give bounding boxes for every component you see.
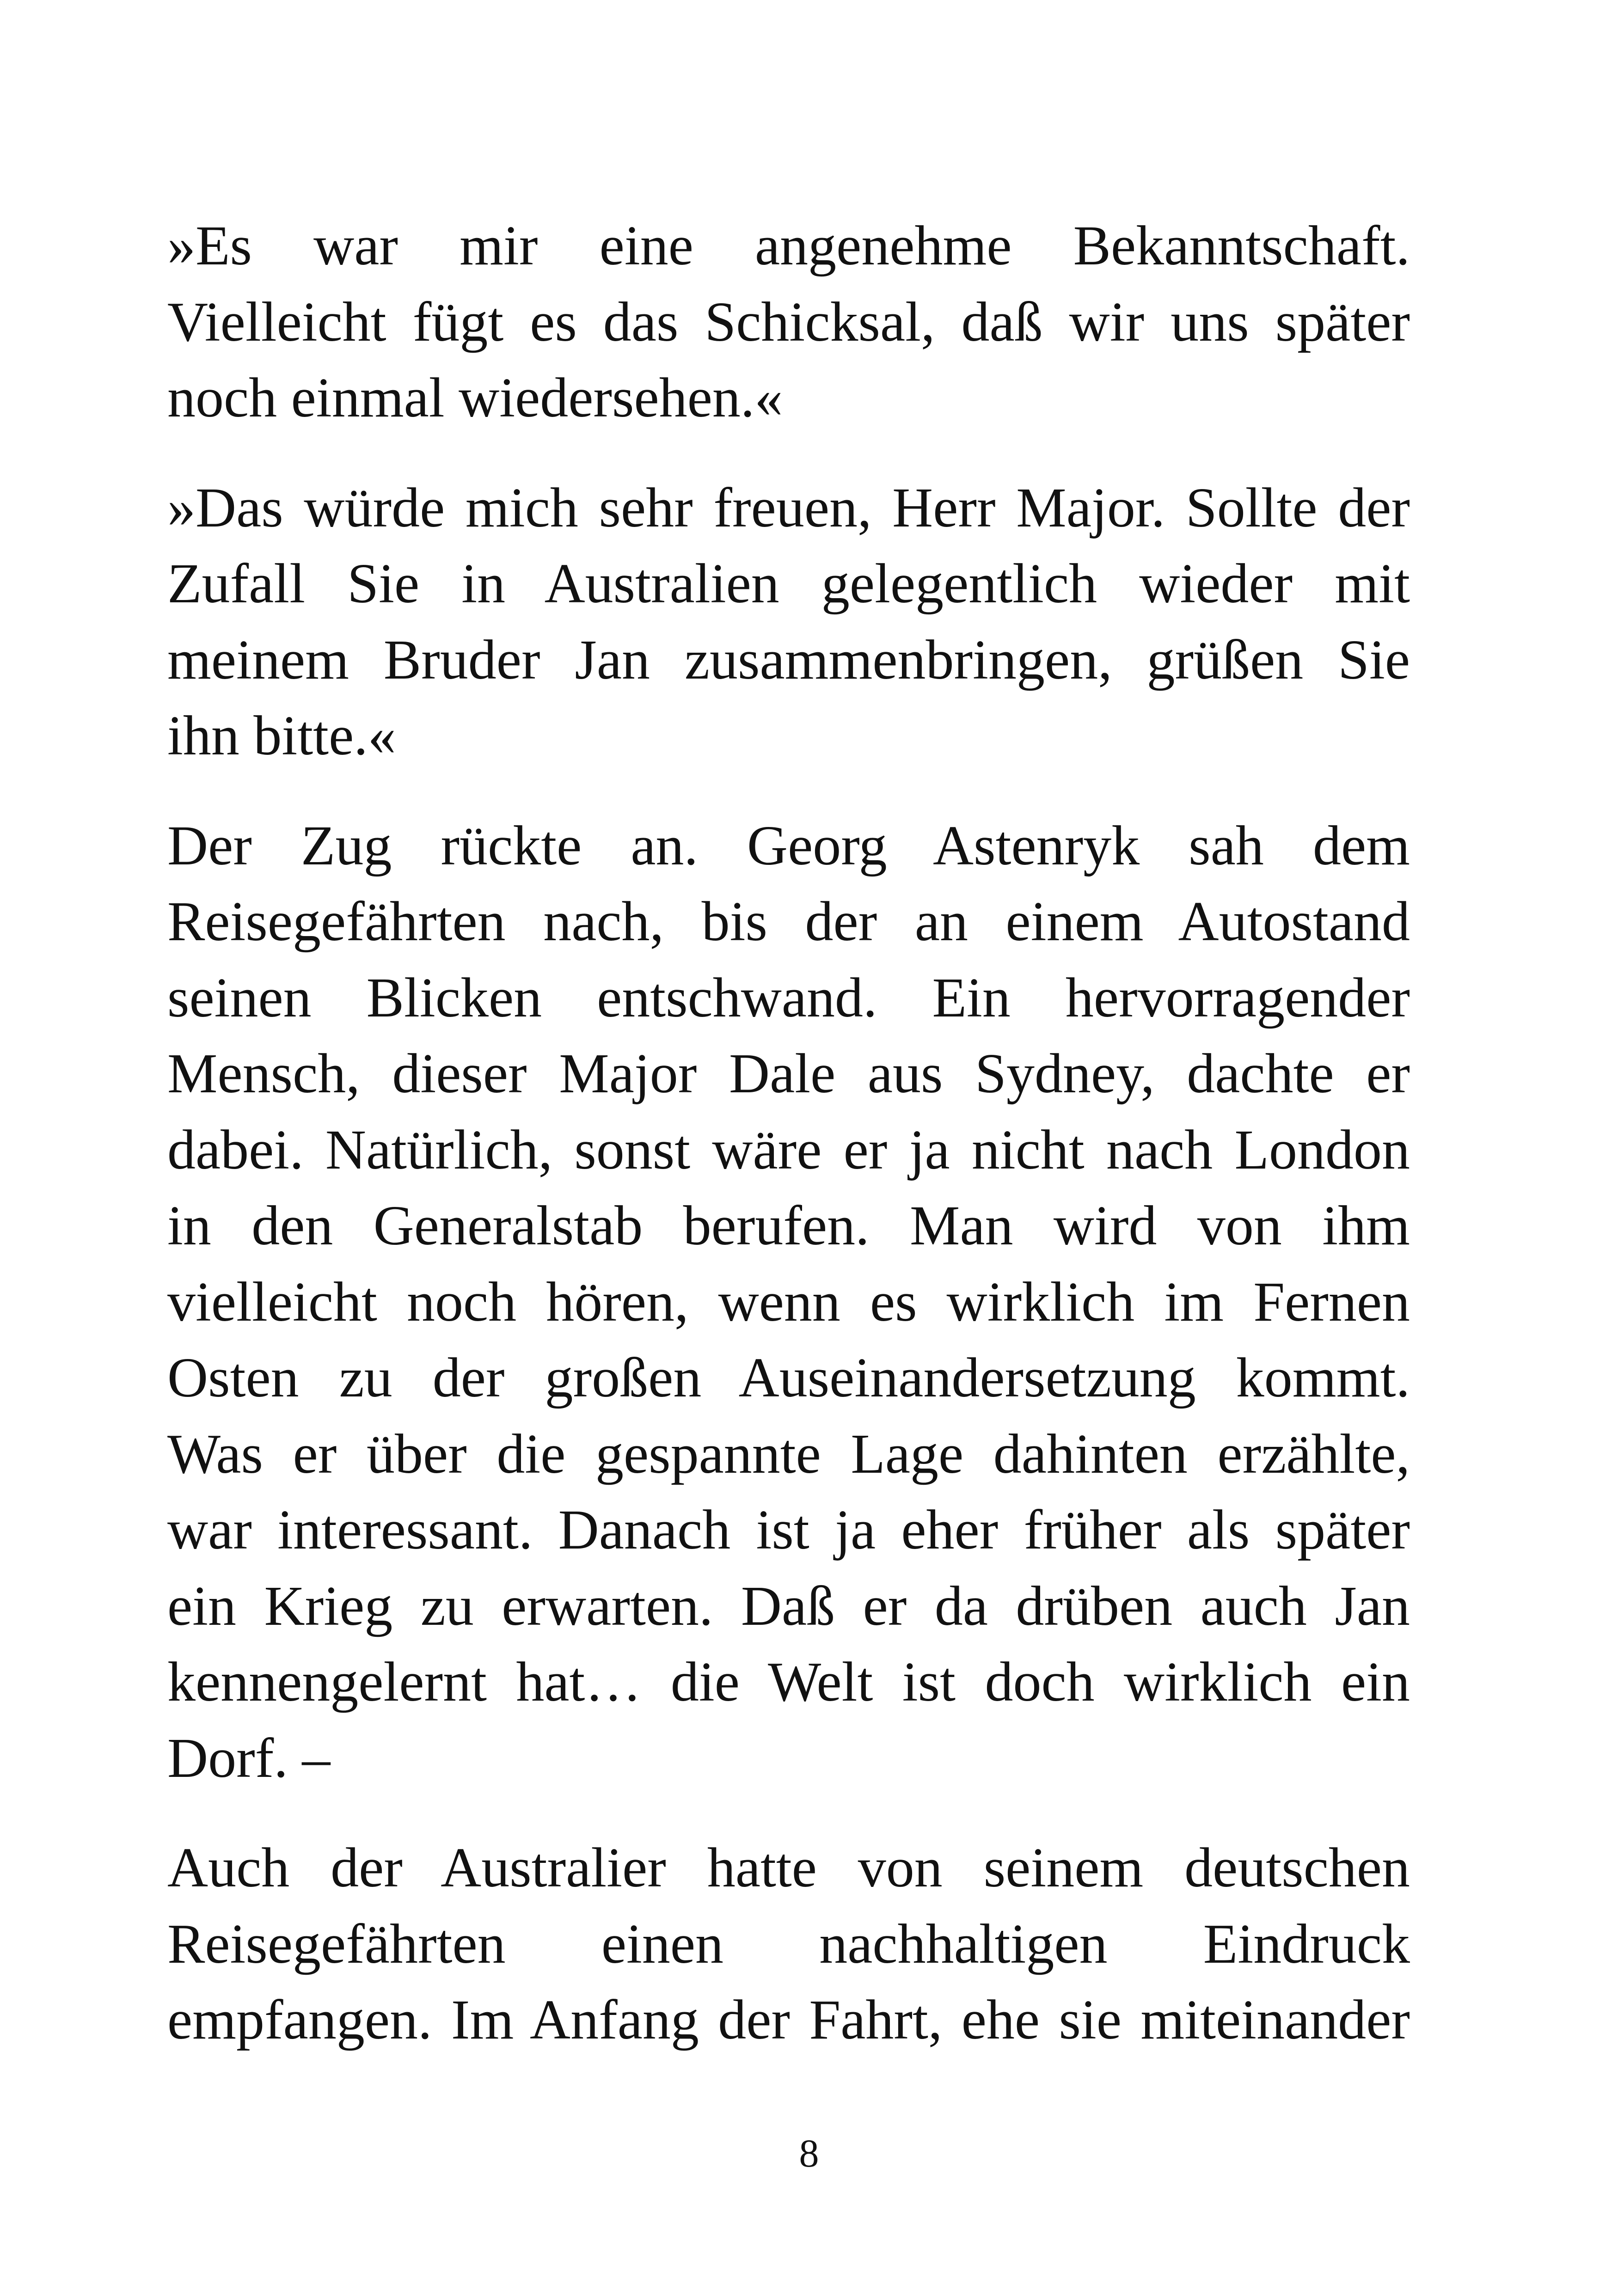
text-line: noch einmal wiedersehen.« <box>167 367 783 429</box>
text-line: Zufall Sie in Australien gelegentlich wieder mit <box>167 552 1410 615</box>
body-text <box>167 208 1410 2092</box>
text-line: »Es war mir eine angenehme Bekanntschaft. <box>167 214 1410 277</box>
text-line: Osten zu der großen Auseinandersetzung kommt. <box>167 1347 1410 1409</box>
text-line: dabei. Natürlich, sonst wäre er ja nicht nach London <box>167 1118 1410 1181</box>
paragraph-4 <box>167 1830 1410 2058</box>
text-line: in den Generalstab berufen. Man wird von ihm <box>167 1194 1410 1257</box>
text-line: Was er über die gespannte Lage dahinten erzählte, <box>167 1422 1410 1485</box>
text-line: seinen Blicken entschwand. Ein hervorragender <box>167 966 1410 1029</box>
text-line: Dorf. – <box>167 1727 331 1789</box>
text-line: Mensch, dieser Major Dale aus Sydney, dachte er <box>167 1042 1410 1105</box>
text-line: Der Zug rückte an. Georg Astenryk sah dem <box>167 814 1410 877</box>
paragraph-2 <box>167 470 1410 774</box>
text-line: kennengelernt hat… die Welt ist doch wirklich ein <box>167 1651 1410 1713</box>
text-line: Auch der Australier hatte von seinem deutschen <box>167 1837 1410 1899</box>
text-line: ihn bitte.« <box>167 704 396 767</box>
text-line: ein Krieg zu erwarten. Daß er da drüben auch Jan <box>167 1574 1410 1637</box>
text-line: Vielleicht fügt es das Schicksal, daß wir uns später <box>167 290 1410 353</box>
text-line: »Das würde mich sehr freuen, Herr Major. Sollte der <box>167 476 1410 539</box>
text-line: Reisegefährten einen nachhaltigen Eindruck <box>167 1912 1410 1975</box>
page-number: 8 <box>799 2131 819 2175</box>
text-line: meinem Bruder Jan zusammenbringen, grüßen Sie <box>167 628 1410 691</box>
paragraph-1 <box>167 208 1410 436</box>
text-line: war interessant. Danach ist ja eher früher als später <box>167 1499 1410 1561</box>
text-line: empfangen. Im Anfang der Fahrt, ehe sie miteinander <box>167 1989 1410 2051</box>
paragraph-3 <box>167 808 1410 1797</box>
text-line: vielleicht noch hören, wenn es wirklich im Fernen <box>167 1270 1410 1333</box>
text-line: Reisegefährten nach, bis der an einem Autostand <box>167 890 1410 953</box>
